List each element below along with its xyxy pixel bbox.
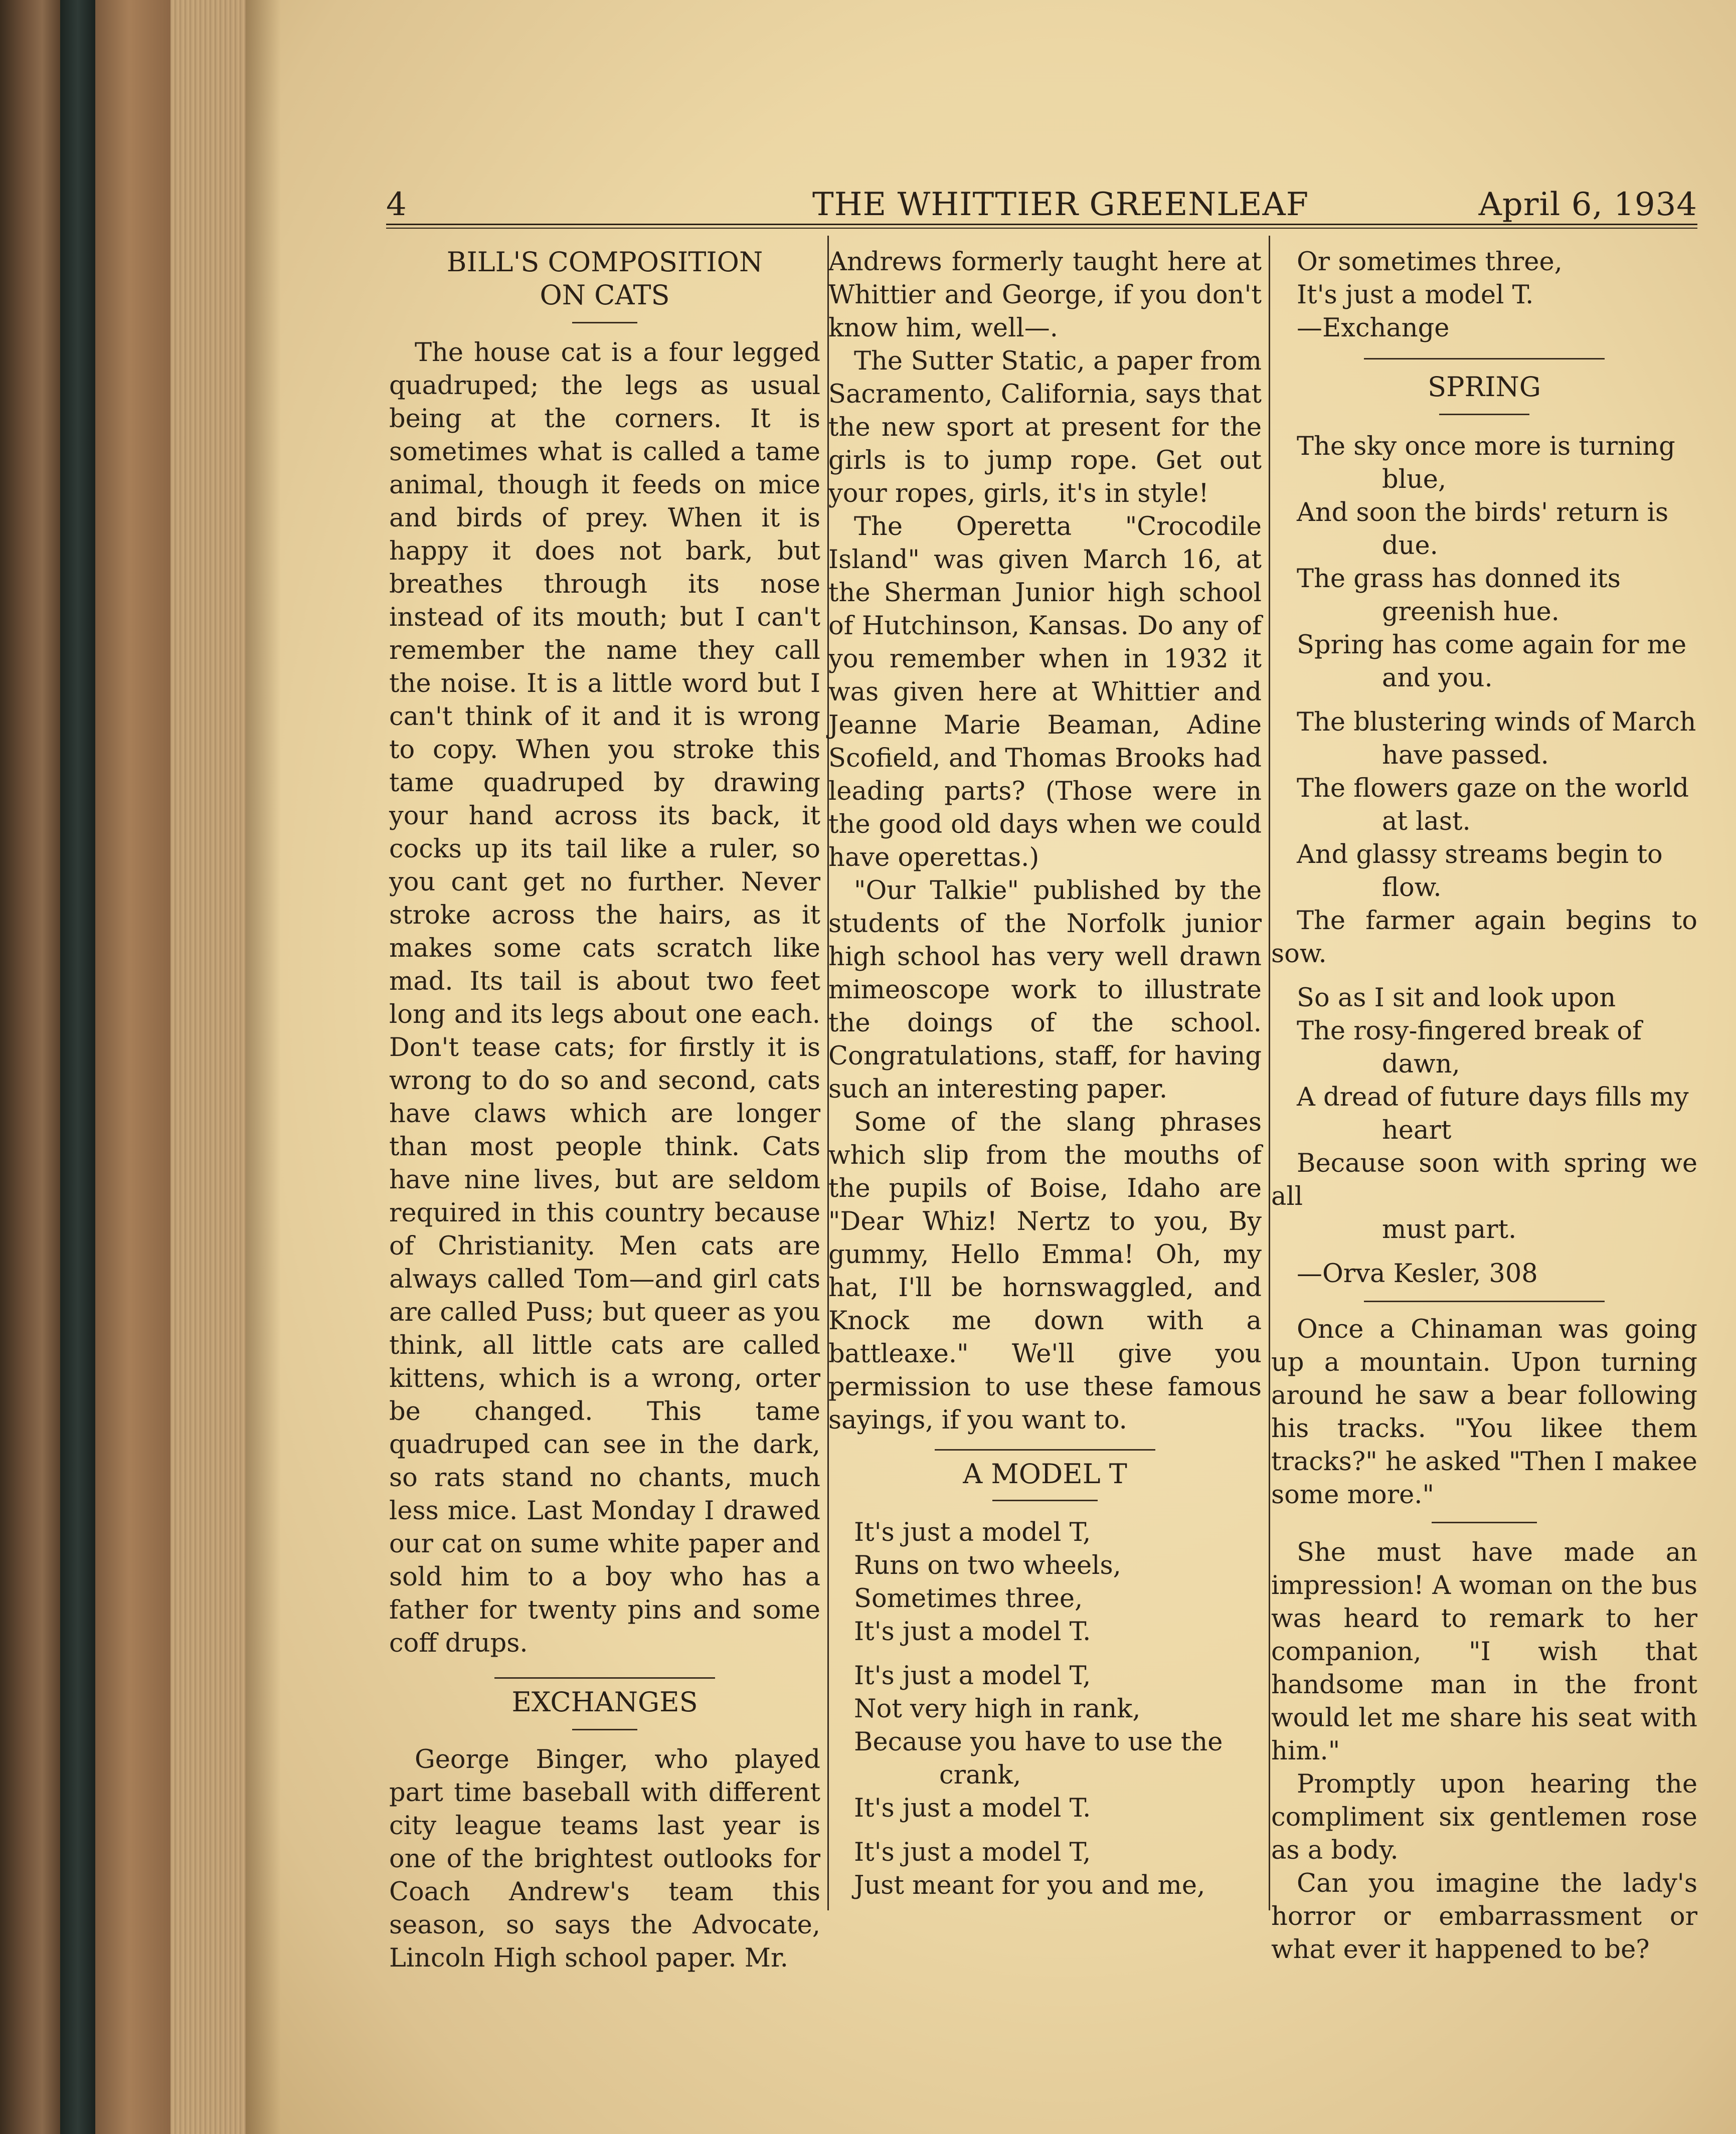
gutter-shadow [246,0,281,2134]
headline-rule [992,1500,1098,1501]
poem-line: The flowers gaze on the world [1297,774,1689,803]
section-rule [1364,358,1605,360]
column-3 [1271,246,1697,1967]
exchanges-paragraph-4: "Our Talkie" published by the students of the Norfolk junior high school has very well drawn mimeoscope work to illustrate the doings of the school. Congratulations, staff, for having such an interesting paper. [828,876,1262,1104]
poem-line: Or sometimes three, [1297,247,1563,277]
page-number: 4 [386,186,407,223]
exchanges-paragraph-5: Some of the slang phrases which slip from the mouths of the pupils of Boise, Idaho are "Dear Whiz! Nertz to you, By gummy, Hello Emma! Oh, my hat, I'll be hornswaggled, and Knock me down with a battleaxe." We'll give you permission to use these famous sayings, if you want to. [828,1108,1262,1435]
book-spine [60,0,95,2134]
poem-line: So as I sit and look upon [1297,983,1616,1013]
newspaper-title: THE WHITTIER GREENLEAF [812,186,1309,223]
joke-bus-paragraph-2: Promptly upon hearing the compliment six gentlemen rose as a body. [1271,1769,1697,1865]
column-1 [389,246,820,1975]
section-rule [1364,1301,1605,1302]
poem-line: dawn, [1382,1049,1460,1079]
poem-line: The rosy-fingered break of [1297,1016,1642,1046]
poem-line: must part. [1382,1215,1517,1244]
poem-line: and you. [1382,663,1493,693]
poem-line: Because soon with spring we all [1271,1149,1697,1211]
poem-line: The blustering winds of March [1297,707,1696,737]
poem-line: It's just a model T. [854,1794,1091,1823]
cover-board [95,0,170,2134]
poem-line: It's just a model T. [1297,280,1534,310]
poem-line: The grass has donned its [1297,564,1621,594]
poem-line: blue, [1382,465,1447,494]
poem-line: Just meant for you and me, [854,1871,1205,1900]
poem-line: And soon the birds' return is [1297,498,1669,527]
poem-line: Because you have to use the [854,1727,1223,1757]
poem-line: Runs on two wheels, [854,1551,1121,1580]
poem-model-t-end [1271,246,1697,345]
book-cover-edge [0,0,60,2134]
page-header [386,183,1697,223]
poem-line: It's just a model T. [854,1617,1091,1647]
column-divider [1269,236,1270,1910]
headline-on-cats: ON CATS [540,279,670,311]
poem-line: It's just a model T, [854,1661,1091,1691]
poem-line: heart [1382,1116,1452,1145]
poem-line: Sometimes three, [854,1584,1083,1614]
column-2 [828,246,1262,1913]
poem-credit: —Orva Kesler, 308 [1297,1259,1538,1289]
poem-line: And glassy streams begin to [1297,840,1663,869]
headline-rule [1439,414,1529,415]
poem-spring [1271,430,1697,1291]
exchanges-paragraph-3: The Operetta "Crocodile Island" was given March 16, at the Sherman Junior high school of Hutchinson, Kansas. Do any of you remember when in 1932 it was given here at Whittier and Jeanne Marie Beaman, Adine Scofield, and Thomas Brooks had leading parts? (Those were in the good old days when we could have operettas.) [828,512,1262,872]
poem-line: The farmer again begins to sow. [1271,906,1697,969]
section-rule [1432,1522,1537,1523]
poem-line: Not very high in rank, [854,1694,1141,1724]
poem-line: at last. [1382,807,1471,836]
exchanges-paragraph-2: The Sutter Static, a paper from Sacramento, California, says that the new sport at present for the girls is to jump rope. Get out your ropes, girls, it's in style! [828,346,1262,508]
poem-model-t [828,1516,1262,1902]
joke-bus-paragraph-3: Can you imagine the lady's horror or embarrassment or what ever it happened to be? [1271,1869,1697,1965]
poem-line: Spring has come again for me [1297,630,1687,660]
exchanges-paragraph-1-cont: Andrews formerly taught here at Whittier and George, if you don't know him, well—. [828,247,1262,343]
header-rule-double [386,228,1697,229]
poem-line: have passed. [1382,741,1549,770]
exchanges-paragraph-1: George Binger, who played part time baseball with different city league teams last year is one of the brightest outlooks for Coach Andrew's team this season, so says the Advocate, Lincoln High school paper. Mr. [389,1745,820,1973]
joke-bus-paragraph-1: She must have made an impression! A woman on the bus was heard to remark to her companion, "I wish that handsome man in the front would let me share his seat with him." [1271,1538,1697,1766]
poem-line: flow. [1382,873,1442,903]
poem-line: It's just a model T, [854,1518,1091,1547]
header-rule [386,224,1697,225]
poem-line: The sky once more is turning [1297,432,1675,461]
headline-model-t: A MODEL T [963,1458,1127,1490]
poem-line: greenish hue. [1382,597,1559,627]
section-rule [935,1449,1155,1451]
section-rule [494,1677,715,1679]
headline-exchanges: EXCHANGES [511,1686,698,1718]
headline-rule [572,1729,637,1730]
headline-spring: SPRING [1428,371,1541,403]
poem-line: crank, [939,1760,1021,1790]
poem-line: It's just a model T, [854,1838,1091,1867]
poem-line: A dread of future days fills my [1297,1083,1689,1112]
poem-line: due. [1382,531,1438,561]
issue-date: April 6, 1934 [1478,186,1697,223]
page-edges [170,0,246,2134]
joke-chinaman: Once a Chinaman was going up a mountain. Upon turning around he saw a bear following his tracks. "You likee them tracks?" he asked "Then I makee some more." [1271,1315,1697,1510]
headline-rule [572,322,637,323]
headline-bills-composition: BILL'S COMPOSITION [446,246,763,278]
poem-credit: —Exchange [1297,313,1450,343]
article-cats-body: The house cat is a four legged quadruped; the legs as usual being at the corners. It is sometimes what is called a tame animal, though it feeds on mice and birds of prey. When it is happy it does not bark, but breathes through its nose instead of its mouth; but I can't remember the name they call the noise. It is a little word but I can't think of it and it is wrong to copy. When you stroke this tame quadruped by drawing your hand across its back, it cocks up its tail like a ruler, so you cant get no further. Never stroke across the hairs, as it makes some cats scratch like mad. Its tail is about two feet long and its legs about one each. Don't tease cats; for firstly it is wrong to do so and second, cats have claws which are longer than most people think. Cats have nine lives, but are seldom required in this country because of Christianity. Men cats are always called Tom—and girl cats are called Puss; but queer as you think, all little cats are called kittens, which is a wrong, orter be changed. This tame quadruped can see in the dark, so rats stand no chants, much less mice. Last Monday I drawed our cat on sume white paper and sold him to a boy who has a father for twenty pins and some coff drups. [389,338,820,1658]
